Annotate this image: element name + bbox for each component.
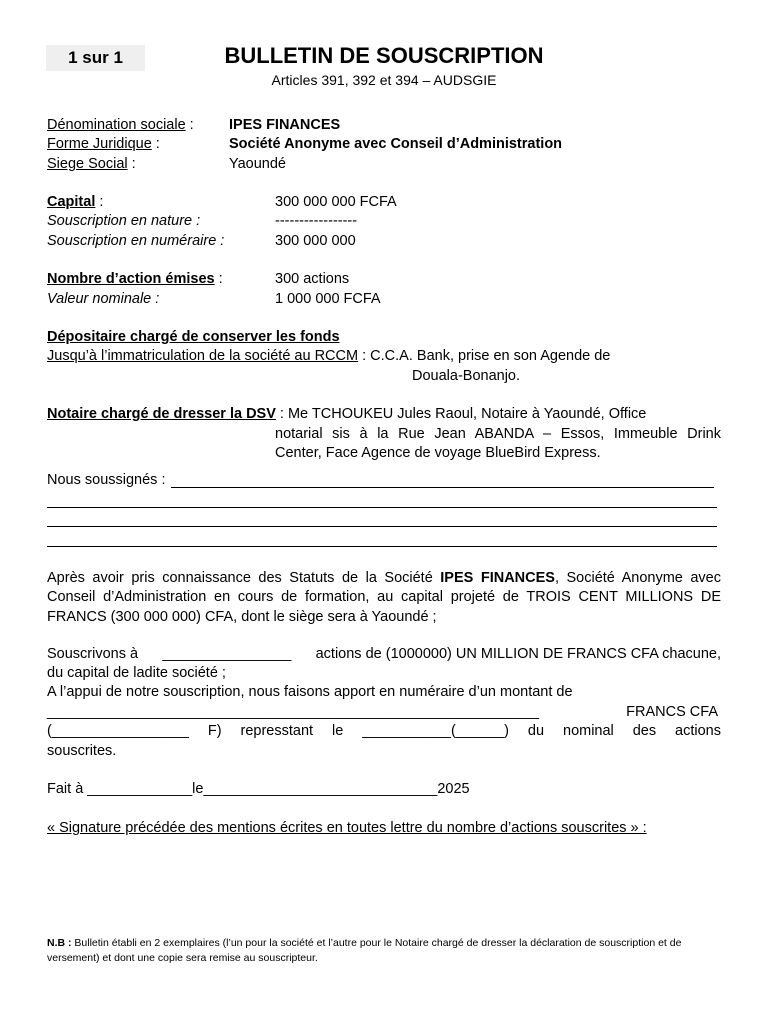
souscrivons-line4 [47,704,718,720]
souscrivons-blank-actions[interactable]: ________________ [162,646,292,662]
souscrivons-f: F) [207,723,222,739]
forme-row: Forme Juridique : [47,136,160,152]
fait-blank-place[interactable]: _____________ [87,781,193,797]
souscrivons-part1: Souscrivons à [47,646,139,662]
actions-label: Nombre d’action émises [47,271,215,287]
souscrivons-blank-amount[interactable]: _____________________________________________________________ [47,704,539,720]
note-text: Bulletin établi en 2 exemplaires (l’un pour la société et l’autre pour le Notaire chargé de dresser la déclaration de souscription et de versement) et dont une copie sera remise au souscripteur. [47,937,682,964]
document-title: BULLETIN DE SOUSCRIPTION [224,43,544,68]
souscrivons-des: des [632,723,657,739]
page-indicator: 1 sur 1 [46,45,145,71]
nominale-label: Valeur nominale [47,291,152,307]
siege-row: Siege Social : [47,156,136,172]
denomination-value: IPES FINANCES [229,117,341,133]
depositaire-value-line1: : C.C.A. Bank, prise en son Agende de [362,348,611,364]
apres-part2: , Société Anonyme avec Conseil d’Administration en cours de formation, au capital projeté de TROIS CENT MILLIONS DE FRANCS (300 000 000) CFA, dont le siège sera à Yaoundé ; [47,570,721,625]
souscrivons-open-paren: ( [47,723,52,739]
souscrivons-represstant: represstant [240,723,314,739]
soussignes-blank-line-1[interactable] [171,487,714,488]
soussignes-label: Nous soussignés : [47,472,166,488]
actions-value: 300 actions [275,271,350,287]
souscrivons-le: le [331,723,344,739]
fait-row [47,781,470,797]
fait-year: 2025 [437,781,470,797]
capital-label: Capital [47,194,96,210]
denomination-row: Dénomination sociale : [47,117,194,133]
fait-blank-date[interactable]: _____________________________ [203,781,438,797]
note-label: N.B : [47,937,72,949]
nominale-value: 1 000 000 FCFA [275,291,381,307]
souscrivons-du: du [527,723,545,739]
depositaire-heading: Dépositaire chargé de conserver les fonds [47,329,340,345]
soussignes-blank-line-2[interactable] [47,507,717,508]
fait-label-le: le [192,781,204,797]
souscrivons-blank-percent-figures[interactable]: (______) [450,723,509,739]
depositaire-label: Jusqu’à l’immatriculation de la société au RCCM [47,348,359,364]
signature-instruction: « Signature précédée des mentions écrites en toutes lettre du nombre d’actions souscrites » : [47,820,647,836]
notaire-label: Notaire chargé de dresser la DSV [47,406,276,422]
apres-company: IPES FINANCES [440,570,555,586]
souscrivons-part2: actions de (1000000) UN MILLION DE FRANCS CFA chacune, [315,646,721,662]
nominale-row: Valeur nominale : [47,291,160,307]
depositaire-value-line2: Douala-Bonanjo. [412,368,521,384]
soussignes-blank-line-3[interactable] [47,526,717,527]
notaire-value-line1: : Me TCHOUKEU Jules Raoul, Notaire à Yaoundé, Office [279,406,647,422]
note-block [47,936,727,965]
forme-value: Société Anonyme avec Conseil d’Administration [229,136,563,152]
souscrivons-actions: actions [675,723,721,739]
nature-value: ----------------- [275,213,358,229]
souscrivons-line5 [47,723,721,739]
forme-label: Forme Juridique [47,136,152,152]
souscrivons-line1 [47,646,721,662]
souscrivons-line6: souscrites. [47,743,117,759]
capital-row: Capital : [47,194,104,210]
notaire-row [47,406,646,422]
notaire-value-line3: Center, Face Agence de voyage BlueBird Express. [275,445,601,461]
denomination-label: Dénomination sociale [47,117,186,133]
siege-label: Siege Social [47,156,128,172]
nature-label: Souscription en nature [47,213,193,229]
apres-part1: Après avoir pris connaissance des Statuts de la Société [47,570,441,586]
souscrivons-nominal: nominal [563,723,614,739]
depositaire-row [47,348,610,364]
soussignes-blank-line-4[interactable] [47,546,717,547]
document-subtitle: Articles 391, 392 et 394 – AUDSGIE [271,72,497,88]
siege-value: Yaoundé [229,156,286,172]
souscrivons-blank-amount-figures[interactable]: _________________ [51,723,189,739]
fait-label-a: Fait à [47,781,84,797]
apres-paragraph [47,569,721,627]
notaire-value-line2: notarial sis à la Rue Jean ABANDA – Essos, Immeuble Drink [275,426,721,442]
nature-row: Souscription en nature : [47,213,201,229]
numeraire-label: Souscription en numéraire [47,233,217,249]
numeraire-value: 300 000 000 [275,233,356,249]
souscrivons-francs: FRANCS CFA [626,704,718,720]
numeraire-row: Souscription en numéraire : [47,233,225,249]
souscrivons-line3: A l’appui de notre souscription, nous faisons apport en numéraire d’un montant de [47,684,573,700]
actions-row: Nombre d’action émises : [47,271,223,287]
capital-value: 300 000 000 FCFA [275,194,397,210]
souscrivons-blank-percent[interactable]: ___________ [362,723,451,739]
souscrivons-line2: du capital de ladite société ; [47,665,226,681]
